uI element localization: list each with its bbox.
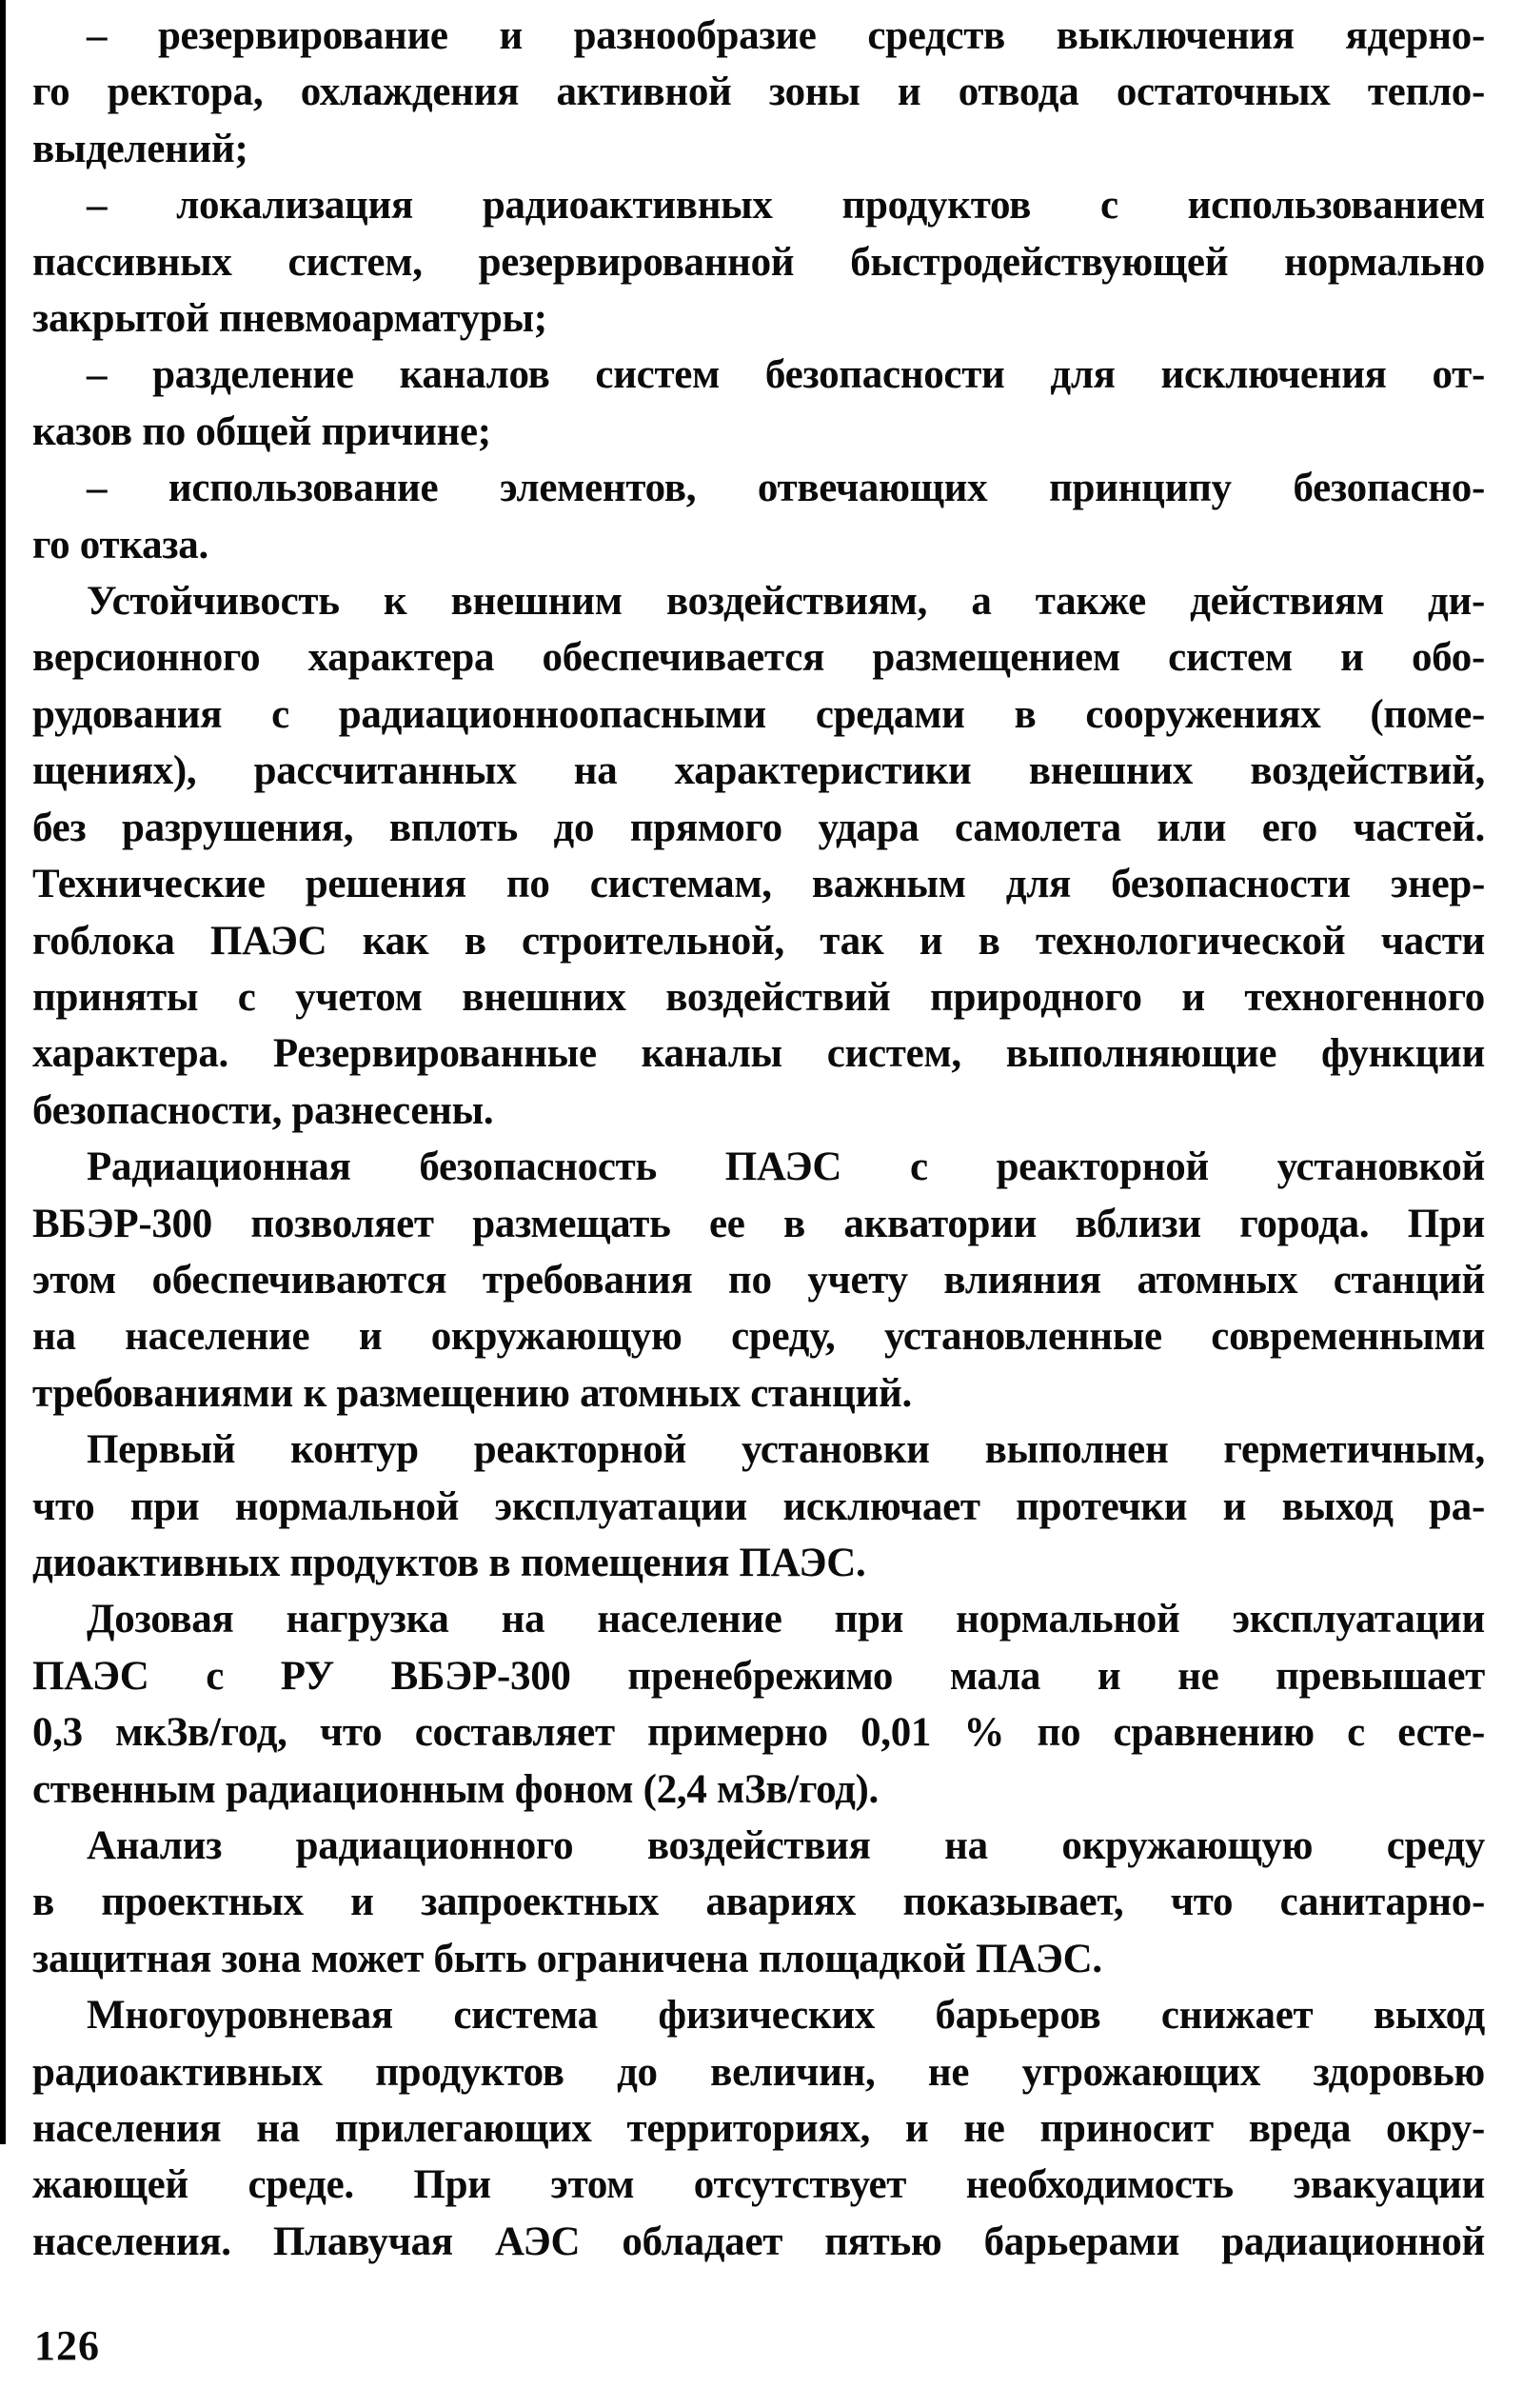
text-line: го отказа. <box>32 522 208 567</box>
text-line: Радиационная безопасность ПАЭС с реакторной установкой <box>87 1144 1485 1190</box>
text-line: Технические решения по системам, важным для безопасности энер- <box>32 862 1485 907</box>
text-line: выделений; <box>32 126 248 171</box>
text-line: 0,3 мкЗв/год, что составляет примерно 0,01 % по сравнению с есте- <box>32 1710 1485 1756</box>
text-line: что при нормальной эксплуатации исключает протечки и выход ра- <box>32 1483 1485 1529</box>
text-line: без разрушения, вплоть до прямого удара самолета или его частей. <box>32 805 1485 850</box>
text-line: казов по общей причине; <box>32 408 491 454</box>
text-line: закрытой пневмоарматуры; <box>32 296 547 342</box>
text-line: требованиями к размещению атомных станций. <box>32 1370 912 1416</box>
text-line: жающей среде. При этом отсутствует необходимость эвакуации <box>32 2162 1485 2208</box>
text-line: радиоактивных продуктов до величин, не угрожающих здоровью <box>32 2049 1485 2095</box>
text-line: защитная зона может быть ограничена площадкой ПАЭС. <box>32 1936 1102 1981</box>
text-line: – разделение каналов систем безопасности для исключения от- <box>87 352 1485 398</box>
text-line: этом обеспечиваются требования по учету влияния атомных станций <box>32 1257 1485 1303</box>
text-line: на население и окружающую среду, установленные современными <box>32 1314 1485 1360</box>
text-line: в проектных и запроектных авариях показывает, что санитарно- <box>32 1880 1485 1925</box>
text-line: приняты с учетом внешних воздействий природного и техногенного <box>32 974 1485 1020</box>
scan-edge-artifact <box>0 0 6 2144</box>
text-line: населения. Плавучая АЭС обладает пятью барьерами радиационной <box>32 2219 1485 2264</box>
text-block <box>32 8 1485 2270</box>
text-line: – локализация радиоактивных продуктов с использованием <box>87 183 1485 229</box>
text-line: безопасности, разнесены. <box>32 1087 494 1133</box>
text-line: Многоуровневая система физических барьеров снижает выход <box>87 1993 1485 2039</box>
text-line: ственным радиационным фоном (2,4 мЗв/год). <box>32 1766 879 1812</box>
text-line: Устойчивость к внешним воздействиям, а также действиям ди- <box>87 579 1485 625</box>
text-line: диоактивных продуктов в помещения ПАЭС. <box>32 1540 866 1585</box>
text-line: Анализ радиационного воздействия на окружающую среду <box>87 1823 1485 1868</box>
page-number: 126 <box>34 2322 100 2369</box>
text-line: версионного характера обеспечивается размещением систем и обо- <box>32 635 1485 681</box>
text-line: ВБЭР-300 позволяет размещать ее в акватории вблизи города. При <box>32 1201 1485 1246</box>
text-line: характера. Резервированные каналы систем, выполняющие функции <box>32 1031 1485 1077</box>
text-line: – резервирование и разнообразие средств выключения ядерно- <box>87 13 1485 58</box>
text-line: населения на прилегающих территориях, и не приносит вреда окру- <box>32 2106 1485 2152</box>
text-line: – использование элементов, отвечающих принципу безопасно- <box>87 466 1485 511</box>
text-line: ПАЭС с РУ ВБЭР-300 пренебрежимо мала и не превышает <box>32 1653 1485 1699</box>
text-line: рудования с радиационноопасными средами в сооружениях (поме- <box>32 691 1485 737</box>
text-line: Дозовая нагрузка на население при нормальной эксплуатации <box>87 1597 1485 1642</box>
text-line: щениях), рассчитанных на характеристики внешних воздействий, <box>32 748 1485 794</box>
text-line: пассивных систем, резервированной быстродействующей нормально <box>32 239 1485 285</box>
text-line: гоблока ПАЭС как в строительной, так и в технологической части <box>32 918 1485 964</box>
text-line: Первый контур реакторной установки выполнен герметичным, <box>87 1427 1485 1473</box>
text-line: го ректора, охлаждения активной зоны и отвода остаточных тепло- <box>32 70 1485 115</box>
